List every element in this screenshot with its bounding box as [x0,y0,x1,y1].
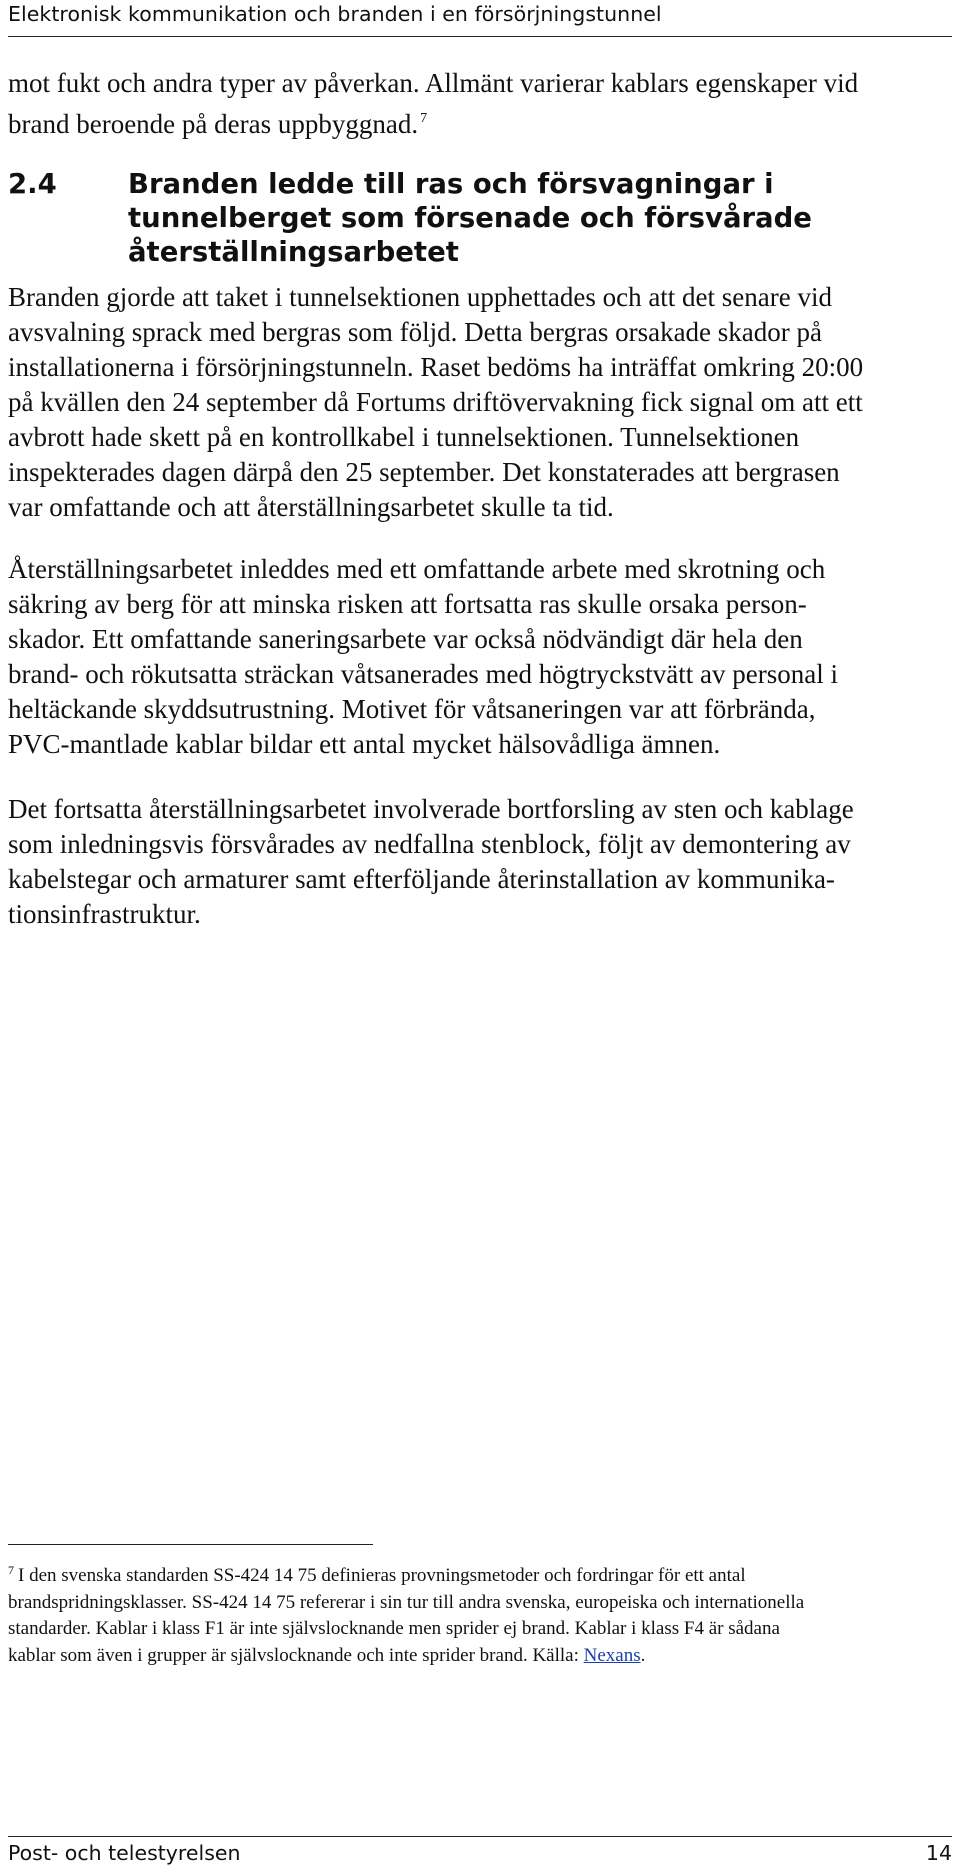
intro-paragraph [8,66,938,142]
paragraph-line: avbrott hade skett på en kontrollkabel i tunnelsektionen. Tunnelsektionen [8,422,800,452]
paragraph-line: tionsinfrastruktur. [8,899,201,929]
paragraph-line: Branden gjorde att taket i tunnelsektionen upphettades och att det senare vid [8,282,832,312]
section-title-line: tunnelberget som försenade och försvårade [128,202,812,234]
section-title-line: återställningsarbetet [128,236,459,268]
intro-line: mot fukt och andra typer av påverkan. Allmänt varierar kablars egenskaper vid [8,68,859,98]
footnote [8,1557,948,1669]
paragraph-line: Det fortsatta återställningsarbetet involverade bortforsling av sten och kablage [8,794,854,824]
paragraph-line: var omfattande och att återställningsarbetet skulle ta tid. [8,492,614,522]
footnote-text: I den svenska standarden SS-424 14 75 definieras provningsmetoder och fordringar för ett antal [18,1565,746,1586]
footer-divider [8,1836,952,1837]
footnote-line [8,1643,948,1670]
paragraph-line: kabelstegar och armaturer samt efterföljande återinstallation av kommunika- [8,864,835,894]
page-header [8,0,952,37]
nexans-link[interactable]: Nexans [583,1644,641,1666]
intro-line-text: brand beroende på deras uppbyggnad. [8,109,419,139]
body-paragraph [8,792,938,932]
footnote-reference[interactable]: 7 [420,111,428,126]
intro-line [8,101,938,142]
paragraph-line: installationerna i försörjningstunneln. Raset bedöms ha inträffat omkring 20:00 [8,352,864,382]
body-paragraph [8,552,938,762]
paragraph-line: brand- och rökutsatta sträckan våtsanerades med högtryckstvätt av personal i [8,659,838,689]
paragraph-line: på kvällen den 24 september då Fortums driftövervakning fick signal om att ett [8,387,863,417]
paragraph-line: PVC-mantlade kablar bildar ett antal mycket hälsovådliga ämnen. [8,729,721,759]
paragraph-line: skador. Ett omfattande saneringsarbete var också nödvändigt där hela den [8,624,803,654]
footnote-line [8,1557,948,1590]
footnote-text: kablar som även i grupper är självslocknande och inte sprider brand. Källa: [8,1644,584,1666]
paragraph-line: heltäckande skyddsutrustning. Motivet för våtsaneringen var att förbrända, [8,694,816,724]
page-number: 14 [925,1841,952,1865]
body-paragraph [8,280,938,525]
section-number: 2.4 [8,168,57,200]
footnote-line: brandspridningsklasser. SS-424 14 75 refererar i sin tur till andra svenska, europeiska och internationella [8,1591,805,1613]
footnote-mark: 7 [8,1563,14,1577]
footnote-text: . [640,1644,646,1666]
footnote-divider [8,1544,373,1545]
paragraph-line: Återställningsarbetet inleddes med ett omfattande arbete med skrotning och [8,554,826,584]
paragraph-line: avsvalning sprack med bergras som följd. Detta bergras orsakade skador på [8,317,823,347]
section-title [128,167,812,269]
paragraph-line: inspekterades dagen därpå den 25 september. Det konstaterades att bergrasen [8,457,840,487]
footnote-line: standarder. Kablar i klass F1 är inte självslocknande men sprider ej brand. Kablar i klass F4 är sådana [8,1618,780,1639]
paragraph-line: säkring av berg för att minska risken att fortsatta ras skulle orsaka person- [8,589,807,619]
running-header-title: Elektronisk kommunikation och branden i en försörjningstunnel [8,2,662,26]
section-title-line: Branden ledde till ras och försvagningar i [128,168,774,200]
paragraph-line: som inledningsvis försvårades av nedfallna stenblock, följt av demontering av [8,829,851,859]
footer-publisher: Post- och telestyrelsen [8,1841,241,1865]
